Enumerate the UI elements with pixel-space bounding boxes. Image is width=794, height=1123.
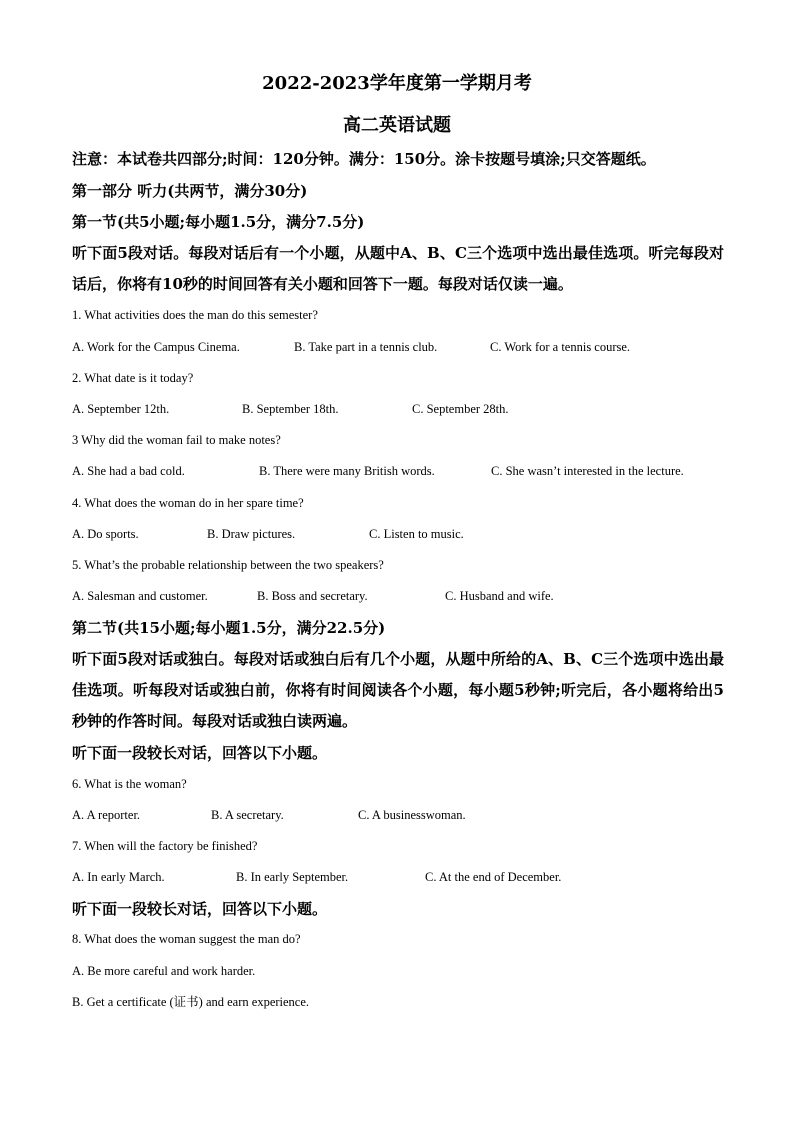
section2-instruction: 听下面5段对话或独白。每段对话或独白后有几个小题，从题中所给的A、B、C三个选项中选出最佳选项。听每段对话或独白前，你将有时间阅读各个小题，每小题5秒钟;听完后，各小题将给出5秒钟的作答时间。每段对话或独白读两遍。 [72, 650, 724, 730]
q2-option-c: C. September 28th. [412, 402, 509, 416]
q4-option-b: B. Draw pictures. [207, 527, 296, 541]
q5-option-a: A. Salesman and customer. [72, 589, 208, 603]
section1-heading: 第一节(共5小题;每小题1.5分，满分7.5分) [72, 213, 365, 231]
question-4: 4. What does the woman do in her spare time? [72, 496, 304, 510]
q7-option-a: A. In early March. [72, 870, 165, 884]
question-6: 6. What is the woman? [72, 777, 187, 791]
dialog-intro-2: 听下面一段较长对话，回答以下小题。 [72, 900, 328, 918]
section1-instruction: 听下面5段对话。每段对话后有一个小题，从题中A、B、C三个选项中选出最佳选项。听完每段对话后，你将有10秒的时间回答有关小题和回答下一题。每段对话仅读一遍。 [72, 244, 724, 293]
q3-option-c: C. She wasn’t interested in the lecture. [491, 464, 684, 478]
q6-option-a: A. A reporter. [72, 808, 141, 822]
notice-text: 注意：本试卷共四部分;时间：120分钟。满分：150分。涂卡按题号填涂;只交答题纸。 [72, 150, 656, 168]
part1-heading: 第一部分 听力(共两节，满分30分) [72, 182, 308, 200]
q8-option-b: B. Get a certificate (证书) and earn experience. [72, 995, 310, 1009]
q4-option-c: C. Listen to music. [369, 527, 464, 541]
q5-option-c: C. Husband and wife. [445, 589, 554, 603]
q8-option-a: A. Be more careful and work harder. [72, 964, 256, 978]
q7-option-c: C. At the end of December. [425, 870, 562, 884]
q3-option-a: A. She had a bad cold. [72, 464, 185, 478]
q1-option-c: C. Work for a tennis course. [490, 340, 631, 354]
q6-option-c: C. A businesswoman. [358, 808, 466, 822]
dialog-intro-1: 听下面一段较长对话，回答以下小题。 [72, 744, 328, 762]
exam-title: 2022-2023学年度第一学期月考 [262, 73, 532, 94]
q7-option-b: B. In early September. [236, 870, 349, 884]
question-8: 8. What does the woman suggest the man do? [72, 932, 301, 946]
q4-option-a: A. Do sports. [72, 527, 139, 541]
q2-option-b: B. September 18th. [242, 402, 339, 416]
q2-option-a: A. September 12th. [72, 402, 170, 416]
q1-option-a: A. Work for the Campus Cinema. [72, 340, 240, 354]
question-1: 1. What activities does the man do this semester? [72, 308, 318, 322]
exam-subtitle: 高二英语试题 [343, 115, 451, 136]
question-2: 2. What date is it today? [72, 371, 194, 385]
q3-option-b: B. There were many British words. [259, 464, 435, 478]
question-5: 5. What’s the probable relationship between the two speakers? [72, 558, 384, 572]
q5-option-b: B. Boss and secretary. [257, 589, 368, 603]
question-7: 7. When will the factory be finished? [72, 839, 258, 853]
q6-option-b: B. A secretary. [211, 808, 284, 822]
question-3: 3 Why did the woman fail to make notes? [72, 433, 281, 447]
q1-option-b: B. Take part in a tennis club. [294, 340, 438, 354]
section2-heading: 第二节(共15小题;每小题1.5分，满分22.5分) [72, 619, 386, 637]
